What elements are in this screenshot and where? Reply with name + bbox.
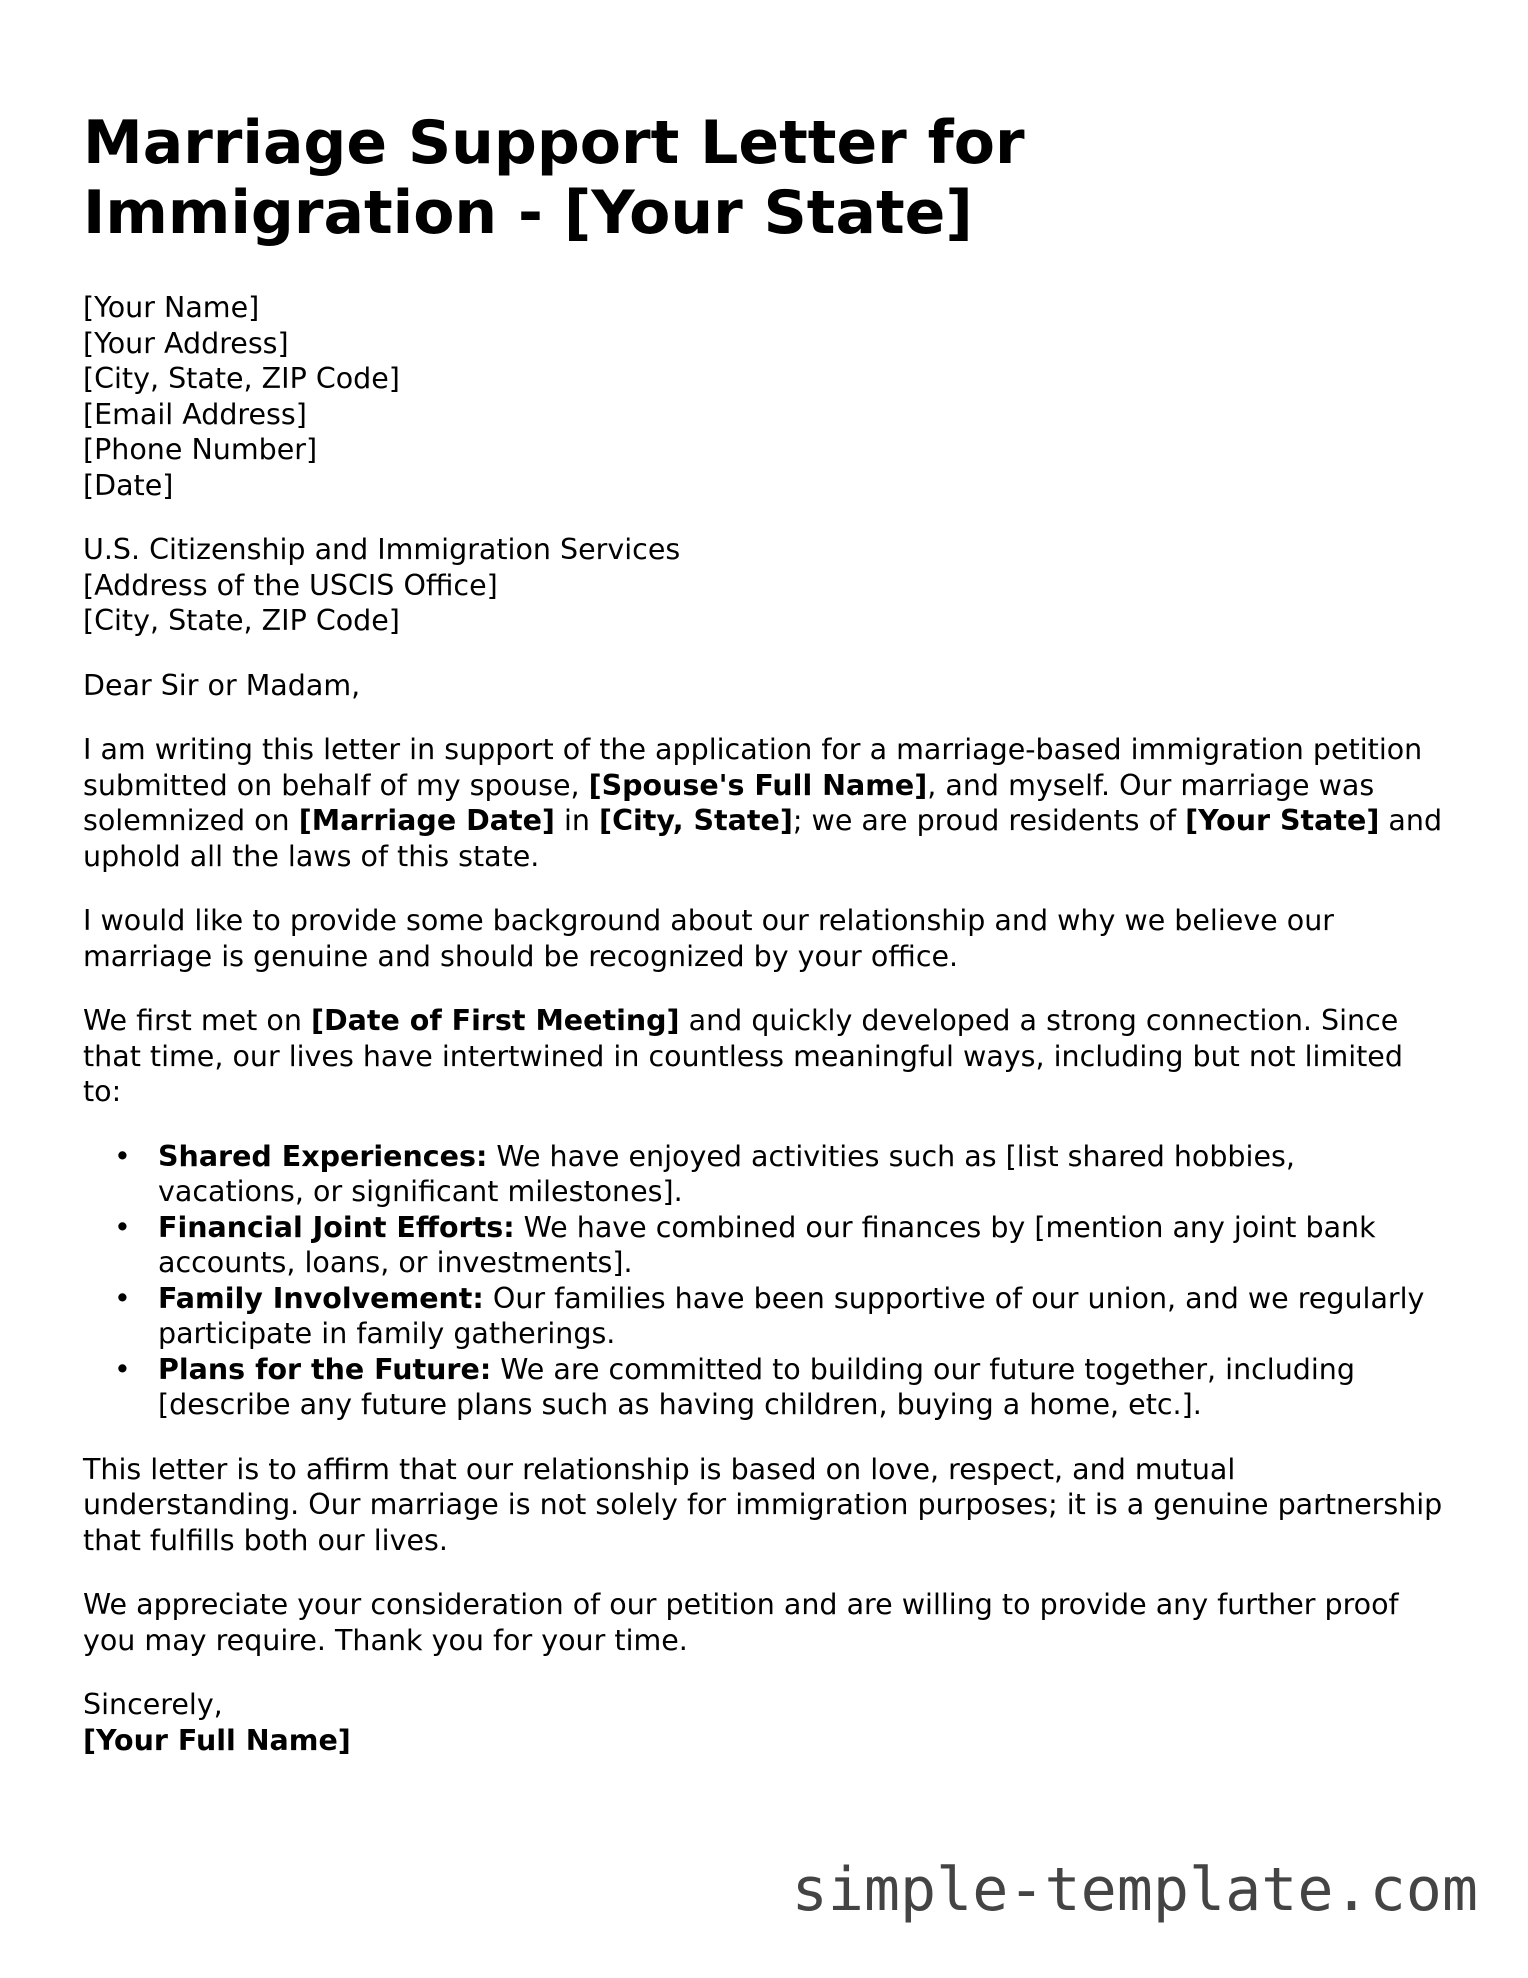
bullet-icon: • — [114, 1352, 131, 1386]
meeting-text-2: and quickly developed a strong connection. Since that time, our lives have intertwined in countless meaningful ways, including but not limited to: — [83, 1004, 1403, 1108]
list-item — [114, 1281, 1448, 1352]
intro-text-3: in — [554, 804, 600, 837]
first-meeting-paragraph — [83, 1003, 1443, 1110]
spouse-name-placeholder: [Spouse's Full Name] — [588, 768, 928, 802]
signature-name — [83, 1723, 1443, 1759]
list-item-label: Shared Experiences: — [158, 1139, 488, 1173]
recipient-block — [83, 532, 1443, 639]
letter-title: Marriage Support Letter for Immigration - [Your State] — [83, 108, 1025, 248]
sender-name: [Your Name] — [83, 291, 260, 324]
letter-date: [Date] — [83, 468, 174, 502]
relationship-evidence-list — [83, 1139, 1443, 1423]
bullet-icon: • — [114, 1210, 131, 1244]
background-paragraph: I would like to provide some background about our relationship and why we believe our marriage is genuine and should be recognized by your office. — [83, 904, 1334, 973]
list-item — [114, 1352, 1448, 1423]
closing: Sincerely, — [83, 1688, 223, 1721]
intro-text-5: and uphold all the laws of this state. — [83, 804, 1443, 873]
list-item-label: Family Involvement: — [158, 1281, 484, 1315]
closing-block — [83, 1687, 1443, 1758]
site-watermark: simple-template.com — [791, 1855, 1478, 1925]
list-item-text: We have enjoyed activities such as [list shared hobbies, vacations, or significant milestones]. — [158, 1139, 1295, 1208]
affirmation-paragraph: This letter is to affirm that our relationship is based on love, respect, and mutual understanding. Our marriage is not solely for immigration purposes; it is a genuine partnership that fulfills both our lives. — [83, 1452, 1443, 1557]
sender-block — [83, 290, 1443, 503]
recipient-city-state-zip: [City, State, ZIP Code] — [83, 604, 400, 637]
meeting-text-1: We first met on — [83, 1004, 311, 1037]
recipient-org: U.S. Citizenship and Immigration Services — [83, 533, 681, 566]
list-item-label: Financial Joint Efforts: — [158, 1210, 515, 1244]
recipient-address: [Address of the USCIS Office] — [83, 568, 498, 602]
sender-phone: [Phone Number] — [83, 433, 318, 466]
letter-page — [83, 108, 1443, 1758]
city-state-placeholder: [City, State] — [599, 804, 793, 837]
marriage-date-placeholder: [Marriage Date] — [298, 804, 555, 837]
list-item-label: Plans for the Future: — [158, 1352, 492, 1386]
list-item-text: We have combined our finances by [mention any joint bank accounts, loans, or investments]. — [158, 1210, 1376, 1279]
intro-text-1: I am writing this letter in support of the application for a marriage-based immigration petition submitted on behalf of my spouse, — [83, 733, 1423, 802]
bullet-icon: • — [114, 1139, 131, 1173]
signature-placeholder: [Your Full Name] — [83, 1723, 351, 1757]
appreciation-paragraph: We appreciate your consideration of our petition and are willing to provide any further proof you may require. Thank you for your time. — [83, 1588, 1399, 1657]
intro-text-4: ; we are proud residents of — [792, 804, 1186, 837]
salutation: Dear Sir or Madam, — [83, 668, 361, 702]
list-item — [114, 1210, 1448, 1281]
first-meeting-placeholder: [Date of First Meeting] — [310, 1004, 680, 1037]
intro-text-2: , and myself. Our marriage was solemnized on — [83, 768, 1375, 837]
sender-address: [Your Address] — [83, 326, 289, 360]
list-item-text: Our families have been supportive of our union, and we regularly participate in family gatherings. — [158, 1281, 1425, 1350]
list-item — [114, 1139, 1448, 1210]
sender-city-state-zip: [City, State, ZIP Code] — [83, 362, 400, 395]
sender-email: [Email Address] — [83, 397, 307, 431]
list-item-text: We are committed to building our future together, including [describe any future plans such as having children, buying a home, etc.]. — [158, 1352, 1355, 1421]
your-state-placeholder: [Your State] — [1185, 804, 1380, 837]
intro-paragraph — [83, 732, 1443, 874]
bullet-icon: • — [114, 1281, 131, 1315]
